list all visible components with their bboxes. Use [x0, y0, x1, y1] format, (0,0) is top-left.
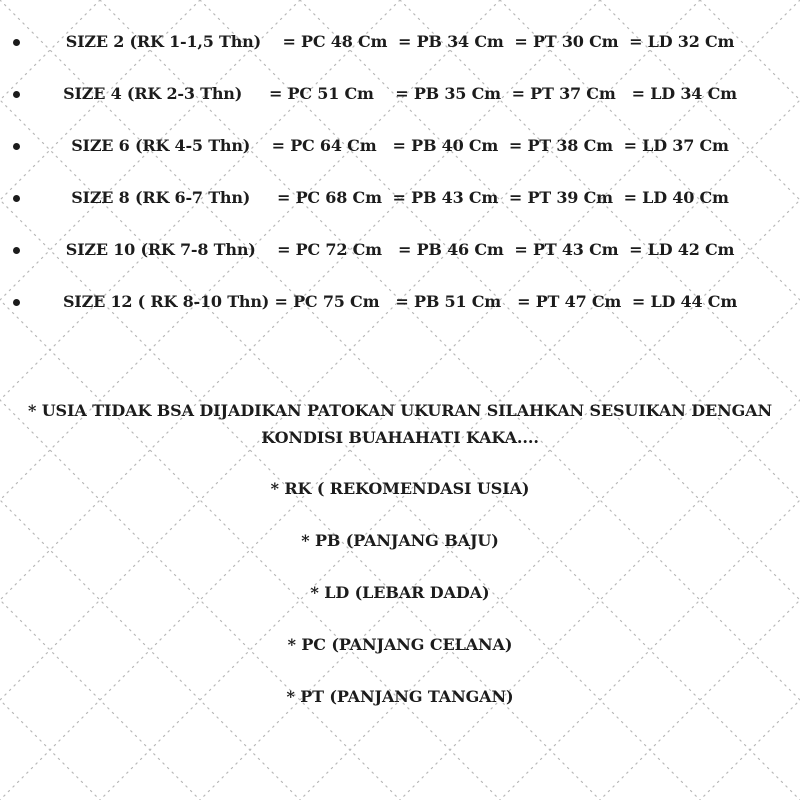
size-row-8 [0, 186, 800, 216]
size-row-text: SIZE 2 (RK 1-1,5 Thn) = PC 48 Cm = PB 34 Cm = PT 30 Cm = LD 32 Cm [65, 32, 735, 51]
size-row-text: SIZE 6 (RK 4-5 Thn) = PC 64 Cm = PB 40 Cm = PT 38 Cm = LD 37 Cm [71, 136, 729, 155]
legend-pc: * PC (PANJANG CELANA) [287, 635, 513, 654]
legend-ld: * LD (LEBAR DADA) [310, 583, 490, 602]
size-row-2 [0, 30, 800, 60]
disclaimer-line-1: * USIA TIDAK BSA DIJADIKAN PATOKAN UKURAN SILAHKAN SESUIKAN DENGAN [27, 401, 773, 420]
size-row-text: SIZE 10 (RK 7-8 Thn) = PC 72 Cm = PB 46 Cm = PT 43 Cm = LD 42 Cm [65, 240, 735, 259]
legend-rk: * RK ( REKOMENDASI USIA) [270, 479, 530, 498]
legend-pt: * PT (PANJANG TANGAN) [286, 687, 514, 706]
disclaimer-line-2: KONDISI BUAHAHATI KAKA.... [261, 428, 539, 447]
size-row-4 [0, 82, 800, 112]
size-row-10 [0, 238, 800, 268]
size-row-6 [0, 134, 800, 164]
size-row-text: SIZE 4 (RK 2-3 Thn) = PC 51 Cm = PB 35 Cm = PT 37 Cm = LD 34 Cm [63, 84, 737, 103]
size-row-text: SIZE 12 ( RK 8-10 Thn) = PC 75 Cm = PB 51 Cm = PT 47 Cm = LD 44 Cm [62, 292, 738, 311]
size-row-text: SIZE 8 (RK 6-7 Thn) = PC 68 Cm = PB 43 Cm = PT 39 Cm = LD 40 Cm [71, 188, 729, 207]
legend-pb: * PB (PANJANG BAJU) [301, 531, 499, 550]
size-row-12 [0, 290, 800, 320]
